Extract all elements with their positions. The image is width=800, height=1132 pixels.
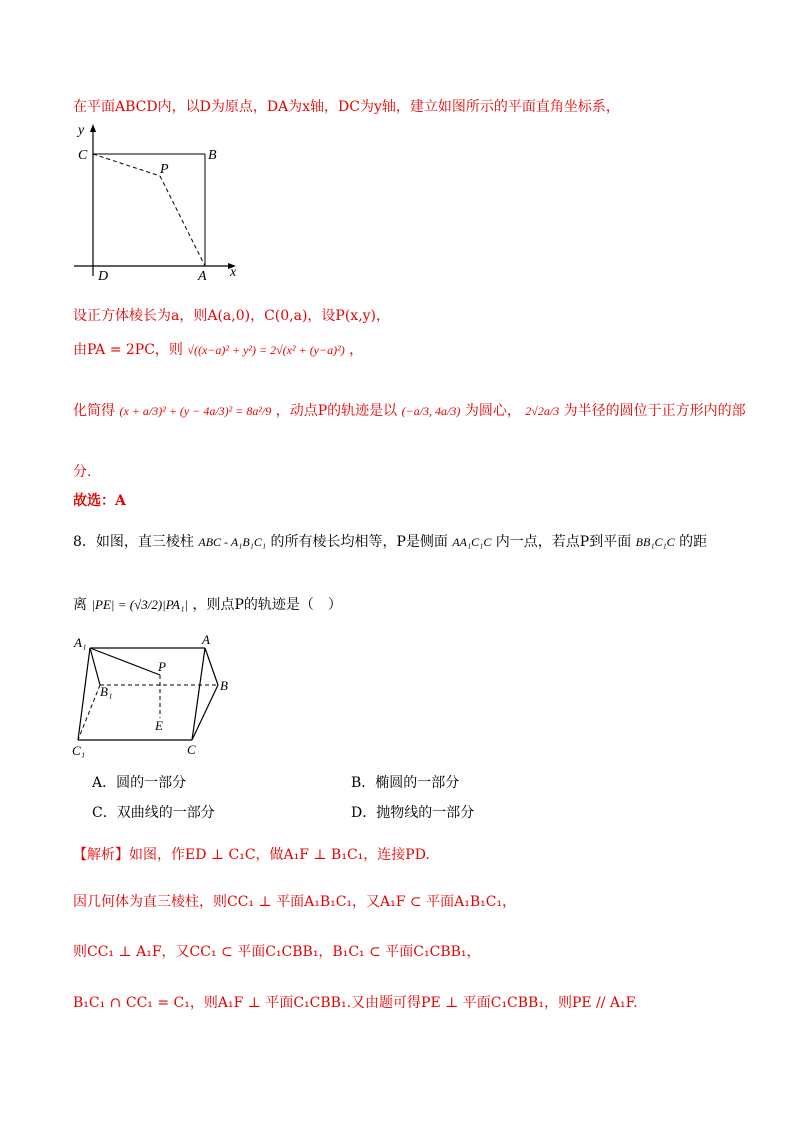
intro-text: 在平面ABCD内，以D为原点，DA为x轴，DC为y轴，建立如图所示的平面直角坐标系，: [73, 99, 620, 115]
solution-line-4: [73, 465, 91, 479]
solution-text-1: 设正方体棱长为a，则A(a,0)，C(0,a)，设P(x,y)，: [73, 308, 391, 324]
label-P: P: [158, 659, 166, 674]
analysis-text-1: 【解析】如图，作ED ⊥ C₁C，做A₁F ⊥ B₁C₁，连接PD.: [73, 847, 430, 863]
q8-text-1e: 内一点，若点P到平面: [495, 534, 632, 550]
label-C: C: [78, 148, 88, 163]
analysis-text-4: B₁C₁ ∩ CC₁ = C₁，则A₁F ⊥ 平面C₁CBB₁.又由题可得PE ⊥ 平面C₁CBB₁，则PE // A₁F.: [73, 995, 638, 1011]
analysis-text-3: 则CC₁ ⊥ A₁F，又CC₁ ⊂ 平面C₁CBB₁，B₁C₁ ⊂ 平面C₁CBB₁，: [73, 944, 481, 960]
solution-formula-3d: (−a/3, 4a/3): [401, 404, 461, 418]
label-E: E: [155, 718, 163, 733]
label-B: B: [208, 148, 217, 163]
figure-square-coordinate: [70, 118, 260, 288]
option-C-text: C．双曲线的一部分: [92, 805, 215, 821]
label-D: D: [98, 269, 109, 284]
q8-formula-1f: BB₁C₁C: [635, 535, 675, 549]
option-A[interactable]: [92, 776, 186, 790]
y-axis-arrow: [90, 124, 96, 132]
option-B[interactable]: [351, 776, 459, 790]
option-B-text: B．椭圆的一部分: [351, 775, 460, 791]
label-A1: A₁: [74, 635, 87, 650]
label-A: A: [202, 632, 210, 647]
solution-text-3e: 为圆心，: [464, 403, 521, 419]
q8-formula-1b: ABC - A₁B₁C₁: [198, 535, 266, 549]
analysis-line-3: [73, 945, 481, 959]
edge-A1B1: [90, 648, 100, 685]
answer-line: [73, 494, 126, 508]
label-y: y: [78, 123, 85, 138]
solution-text-3g: 为半径的圆位于正方形内的部: [563, 403, 746, 419]
q8-text-1g: 的距: [679, 534, 708, 550]
solution-formula-3b: (x + a/3)² + (y − 4a/3)² = 8a²/9: [119, 404, 272, 418]
solution-line-3: [73, 404, 746, 418]
label-B: B: [220, 678, 228, 693]
label-P: P: [160, 162, 169, 177]
solution-text-3a: 化简得: [73, 403, 115, 419]
solution-formula-3f: 2√2a/3: [525, 404, 560, 418]
label-C1: C₁: [72, 743, 86, 758]
label-C: C: [187, 742, 196, 757]
analysis-line-2: [73, 895, 516, 909]
q8-text-2a: 离: [73, 597, 87, 613]
solution-formula-2b: √((x−a)² + y²) = 2√(x² + (y−a)²): [187, 343, 345, 357]
label-A: A: [198, 269, 207, 284]
solution-text-2a: 由PA = 2PC，则: [73, 342, 183, 358]
figure-prism: [70, 630, 240, 758]
option-D-text: D．抛物线的一部分: [351, 805, 475, 821]
q8-text-2c: ，则点P的轨迹是（ ）: [192, 597, 342, 613]
q8-formula-1d: AA₁C₁C: [452, 535, 492, 549]
edge-AB: [205, 648, 218, 685]
solution-text-3c: ，动点P的轨迹是以: [275, 403, 398, 419]
answer-text: 故选：A: [73, 493, 126, 509]
solution-line-1: [73, 309, 390, 323]
intro-line: [73, 100, 620, 114]
analysis-text-2: 因几何体为直三棱柱，则CC₁ ⊥ 平面A₁B₁C₁，又A₁F ⊂ 平面A₁B₁C₁，: [73, 894, 517, 910]
q8-line-1: [73, 535, 707, 549]
q8-formula-2b: |PE| = (√3/2)|PA₁|: [91, 597, 189, 612]
solution-line-2: 由PA = 2PC，则 √((x−a)² + y²) = 2√(x² + (y−a)²) ，: [73, 342, 364, 358]
option-C[interactable]: [92, 806, 215, 820]
dashed-PC: [93, 154, 160, 176]
analysis-line-4: [73, 996, 638, 1010]
dashed-PA: [160, 176, 205, 266]
option-A-text: A．圆的一部分: [92, 775, 187, 791]
q8-text-1c: 的所有棱长均相等，P是侧面: [270, 534, 448, 550]
label-B1: B₁: [100, 684, 113, 699]
label-x: x: [230, 265, 237, 280]
option-D[interactable]: [351, 806, 474, 820]
q8-text-1a: 8．如图，直三棱柱: [73, 534, 194, 550]
solution-text-4: 分.: [73, 464, 92, 480]
q8-line-2: [73, 598, 342, 612]
segment-A1P: [90, 648, 160, 675]
analysis-line-1: [73, 848, 430, 862]
